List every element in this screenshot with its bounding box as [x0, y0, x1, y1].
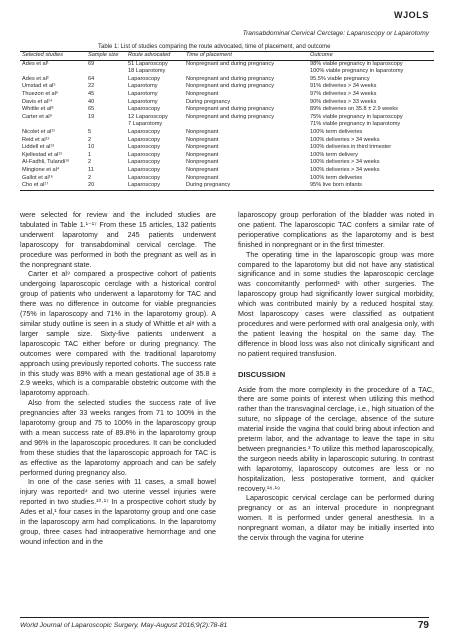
table-cell	[20, 121, 86, 129]
table-cell: 100% deliveries in third trimester	[310, 144, 392, 151]
table-cell: Nonpregnant	[186, 166, 219, 173]
table-cell: 64	[88, 75, 95, 82]
table-caption: Table 1: List of studies comparing the route advocated, time of placement, and outcome	[98, 44, 331, 50]
table-cell: Ades et al¹	[22, 60, 49, 67]
table-cell: Laparotomy	[128, 90, 158, 97]
table-row	[20, 121, 434, 129]
table-cell: 100% deliveries > 34 weeks	[310, 136, 380, 143]
table-row	[20, 137, 434, 145]
table-cell: 2	[88, 136, 92, 143]
table-cell: Nonpregnant	[186, 136, 219, 143]
table-cell: Nonpregnant and during pregnancy	[186, 106, 275, 113]
table-cell: Cho et al¹⁷	[20, 182, 86, 190]
table-row	[20, 182, 434, 190]
table-cell: Nonpregnant	[186, 151, 219, 158]
table-cell: Laparotomy	[128, 98, 158, 105]
table-cell: Laparoscopy	[128, 136, 161, 143]
table-cell: 71% viable pregnancy in laparotomy	[310, 121, 401, 128]
table-cell: 18 Laparotomy	[128, 68, 166, 75]
table-cell: 11	[88, 166, 94, 173]
table-cell: Laparotomy	[128, 83, 158, 90]
table-row	[20, 76, 434, 84]
table-cell: 98% viable pregnancy in laparoscopy	[310, 60, 403, 67]
table-cell: Liddell et al¹³	[22, 144, 55, 151]
table-cell: 7 Laparotomy	[128, 121, 163, 128]
table-cell: 19	[88, 113, 95, 120]
table-header-cell: Selected studies	[20, 52, 86, 61]
table-row	[20, 68, 434, 76]
table-cell: Ades et al²	[22, 75, 49, 82]
table-cell: 100% term delivery	[310, 151, 358, 158]
table-cell: Thuezon et al⁶	[22, 90, 59, 97]
body-paragraph: Aside from the more complexity in the procedure of a TAC, there are some points of interest when utilizing this method rather than the transvaginal cerclage, i.e., high situation of the suture, no slippage of the cerclage, absence of the suture material inside the vagina that could bring about infection and preterm labor, and the advantage to leave the tape in situ between pregnancies.³ To utilize this method laparoscopically, the surgeon needs ability in laparoscopic suturing. In contrast with laparotomy, laparoscopy outcomes are less or no hospitalization, less postoperative torment, and quicker recovery.¹⁸·¹⁹	[238, 385, 434, 493]
studies-table	[20, 51, 434, 191]
table-cell: Nonpregnant and during pregnancy	[186, 60, 275, 67]
table-cell: 100% term deliveries	[310, 128, 363, 135]
table-cell: During pregnancy	[184, 182, 308, 190]
table-cell: 69	[88, 60, 95, 67]
table-cell: 91% deliveries > 34 weeks	[310, 83, 377, 90]
table-cell: 2	[88, 159, 92, 166]
table-cell	[86, 68, 126, 76]
table-cell: Reid et al¹²	[22, 136, 50, 143]
table-row	[20, 129, 434, 137]
body-paragraph: The operating time in the laparoscopic group was more compared to the laparotomy but did not have any statistical significance and in some studies the laparoscopic cerclage was concomitantly performed¹ with other surgeries. The laparoscopy group had significantly lower surgical morbidity, which was contributed mainly by a reduced hospital stay. Most laparoscopy cases were classified as outpatient procedures and were performed with oral analgesia only, with the patient leaving the hospital on the same day. The difference in blood loss was also not clinically significant and no patient required transfusion.	[238, 250, 434, 358]
body-paragraph: In one of the case series with 11 cases, a small bowel injury was reported⁴ and two uterine vessel injuries were reported in two studies.¹⁰·¹⁷ In a prospective cohort study by Ades et al,¹ four cases in the laparotomy group and one case in the laparoscopy arm had complications. In the laparotomy group, three cases had intraoperative hemorrhage and one wound infection and in the	[20, 478, 216, 546]
table-cell	[86, 121, 126, 129]
table-cell: Nonpregnant	[186, 144, 219, 151]
table-cell: 2	[88, 174, 92, 181]
table-header-cell: Route advocated	[126, 52, 184, 61]
table-cell: Nicolet et al¹¹	[22, 128, 55, 135]
table-cell: Kjellestad et al¹⁵	[22, 151, 63, 158]
body-paragraph: were selected for review and the included studies are tabulated in Table 1.¹⁻¹⁷ From these 15 articles, 132 patients underwent laparotomy and 245 patients underwent laparoscopy for transabdominal cervical cerclage. The procedure was performed in both the pregnant as well as in the nonpregnant state.	[20, 211, 216, 269]
table-cell: Nonpregnant and during pregnancy	[186, 83, 275, 90]
table-row	[20, 60, 434, 68]
body-paragraph: Also from the selected studies the success rate of live pregnancies after 33 weeks ranges from 71 to 100% in the laparotomy group and 75 to 100% in the laparoscopy group with a mean success rate of 89.8% in the laparotomy group and 96% in the laparoscopic procedures. It can be concluded from these studies that the laparoscopic approach for TAC is as effective as the laparotomy approach and can be safely performed during pregnancy also.	[20, 399, 216, 477]
table-cell: 51 Laparoscopy	[128, 60, 168, 67]
table-cell: Gallot et al¹⁶	[22, 174, 53, 181]
table-cell	[184, 121, 308, 129]
table-cell: 100% term deliveries	[310, 174, 363, 181]
table-cell: Laparoscopy	[128, 106, 161, 113]
body-paragraph: Laparoscopic cervical cerclage can be performed during pregnancy or as an interval procedure in nonpregnant women. It is performed under general anesthesia. In a nonpregnant woman, a dilator may be initially inserted into the cervix through the vagina for uterine	[238, 494, 434, 543]
left-text-column	[20, 211, 216, 548]
table-cell: Davis et al¹⁴	[22, 98, 53, 105]
body-paragraph: Carter et al⁹ compared a prospective cohort of patients undergoing laparoscopic cerclage with a historical control group of patients who underwent a laparotomy for TAC and there was no difference in outcome for viable pregnancies (75% in laparoscopy and 71% in the laparotomy group). A similar study outline is seen in a study of Whittle et al⁸ with a larger sample size. Sixty-five patients underwent a laparoscopic TAC either before or during pregnancy. The outcomes were compared with the traditional laparotomy approach using previously reported cohorts. The success rate in this study was 89% with a mean gestational age of 35.8 ± 2.9 weeks, which is a comparable obstetric outcome with the laparotomy approach.	[20, 270, 216, 398]
table-cell: Carter et al⁹	[22, 113, 53, 120]
table-header-row	[20, 52, 434, 61]
table-cell: During pregnancy	[186, 98, 231, 105]
table-cell: Laparoscopy	[128, 75, 161, 82]
table-cell: Laparoscopy	[128, 174, 161, 181]
table-cell: 95.5% viable pregnancy	[310, 75, 370, 82]
table-header-cell: Time of placement	[184, 52, 308, 61]
table-header-cell: Sample size	[86, 52, 126, 61]
table-cell: 95% live born infants	[308, 182, 434, 190]
running-title: Transabdominal Cervical Cerclage: Laparoscopy or Laparotomy	[242, 30, 429, 37]
table-cell: 100% deliveries > 34 weeks	[310, 166, 380, 173]
table-cell: Umstad et al⁵	[22, 83, 56, 90]
table-cell: 5	[88, 128, 92, 135]
table-cell: 10	[88, 144, 95, 151]
table-row	[20, 152, 434, 160]
table-cell: Laparoscopy	[128, 159, 161, 166]
footer-rule	[20, 617, 429, 618]
table-cell: Nonpregnant and during pregnancy	[186, 113, 275, 120]
table-row	[20, 167, 434, 175]
table-cell: Al-Fadhli, Tulandi¹⁶	[22, 159, 70, 166]
table-cell: Nonpregnant	[186, 159, 219, 166]
table-cell: 89% deliveries on 35.8 ± 2.9 weeks	[310, 106, 398, 113]
table-cell	[184, 68, 308, 76]
right-text-column	[238, 211, 434, 544]
table-row	[20, 175, 434, 183]
section-heading: DISCUSSION	[238, 369, 286, 379]
table-cell: Whittle et al⁸	[22, 106, 54, 113]
table-cell: Laparoscopy	[128, 144, 161, 151]
table-cell: Nonpregnant	[186, 128, 219, 135]
table-cell: Nonpregnant	[186, 174, 219, 181]
table-cell: 12 Laparoscopy	[128, 113, 168, 120]
journal-abbreviation: WJOLS	[393, 10, 429, 20]
table-row	[20, 144, 434, 152]
table-cell: 65	[88, 106, 95, 113]
page-number: 79	[417, 620, 429, 631]
table-cell: 45	[88, 90, 95, 97]
journal-citation: World Journal of Laparoscopic Surgery, May-August 2016;9(2):78-81	[20, 622, 228, 629]
table-row	[20, 106, 434, 114]
table-cell: 97% deliveries > 34 weeks	[310, 90, 377, 97]
table-cell: Laparoscopy	[128, 151, 161, 158]
table-cell: 100% viable pregnancy in laparotomy	[310, 68, 404, 75]
table-cell: Mingione et al⁴	[22, 166, 60, 173]
table-header-cell: Outcome	[308, 52, 434, 61]
table-cell: 75% viable pregnancy in laparoscopy	[310, 113, 403, 120]
table-row	[20, 159, 434, 167]
table-cell: Nonpregnant and during pregnancy	[186, 75, 275, 82]
table-row	[20, 91, 434, 99]
table-row	[20, 83, 434, 91]
table-cell: Laparoscopy	[128, 128, 161, 135]
table-cell: 40	[88, 98, 95, 105]
table-cell	[20, 68, 86, 76]
table-cell: Laparoscopy	[126, 182, 184, 190]
table-cell: Nonpregnant	[186, 90, 219, 97]
table-cell: 20	[86, 182, 126, 190]
table-cell: 90% deliveries > 33 weeks	[310, 98, 377, 105]
table-cell: 100% deliveries > 34 weeks	[310, 159, 380, 166]
table-cell: 22	[88, 83, 95, 90]
table-row	[20, 99, 434, 107]
table-cell: 1	[88, 151, 92, 158]
table-cell: Laparoscopy	[128, 166, 161, 173]
table-row	[20, 114, 434, 122]
body-paragraph: laparoscopy group perforation of the bladder was noted in one patient. The laparoscopic TAC confers a similar rate of perioperative complications as the laparotomy and is best finished in nonpregnant or in the first trimester.	[238, 211, 434, 249]
